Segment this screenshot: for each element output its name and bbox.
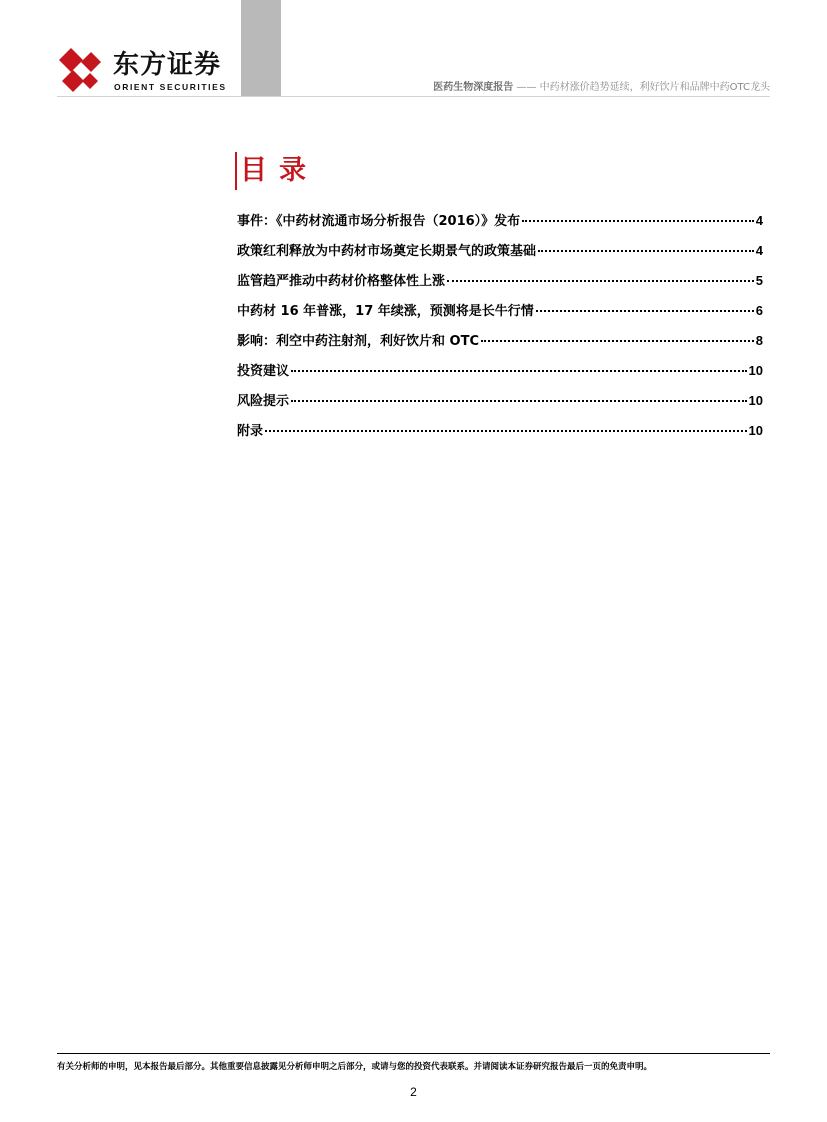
company-name-en: ORIENT SECURITIES — [114, 82, 227, 92]
toc-entry-label[interactable]: 事件：《中药材流通市场分析报告（2016）》发布 — [237, 214, 521, 229]
toc-entry-page[interactable]: 6 — [755, 303, 763, 318]
logo-diamond-icon — [57, 46, 105, 94]
toc-leader-dots — [522, 220, 754, 222]
footer-disclaimer: 有关分析师的申明，见本报告最后部分。其他重要信息披露见分析师申明之后部分，或请与您的投资代表联系。并请阅读本证券研究报告最后一页的免责申明。 — [57, 1062, 653, 1072]
toc-entry-label[interactable]: 影响：利空中药注射剂，利好饮片和 OTC — [237, 334, 479, 349]
toc-entry-label[interactable]: 监管趋严推动中药材价格整体性上涨 — [237, 274, 446, 289]
toc-title-bar — [235, 152, 237, 190]
toc-entry-page[interactable]: 5 — [755, 273, 763, 288]
toc-entry[interactable] — [237, 210, 763, 240]
footer-divider — [57, 1053, 770, 1054]
toc-entry-label[interactable]: 政策红利释放为中药材市场奠定长期景气的政策基础 — [237, 244, 537, 259]
toc-entry-page[interactable]: 8 — [755, 333, 763, 348]
toc-entry-page[interactable]: 4 — [755, 243, 763, 258]
report-type: 医药生物深度报告 — [433, 82, 514, 93]
toc-entry[interactable] — [237, 330, 763, 360]
table-of-contents — [237, 210, 763, 450]
toc-leader-dots — [536, 310, 754, 312]
toc-entry-page[interactable]: 4 — [755, 213, 763, 228]
company-logo — [57, 46, 227, 96]
page-number: 2 — [410, 1085, 417, 1099]
report-title: 中药材涨价趋势延续，利好饮片和品牌中药OTC龙头 — [539, 82, 770, 93]
toc-entry-label[interactable]: 投资建议 — [237, 364, 290, 379]
toc-leader-dots — [447, 280, 754, 282]
header-divider — [57, 96, 770, 97]
toc-entry[interactable] — [237, 420, 763, 450]
toc-entry-page[interactable]: 10 — [748, 393, 763, 408]
toc-leader-dots — [481, 340, 754, 342]
toc-entry[interactable] — [237, 390, 763, 420]
toc-entry[interactable] — [237, 270, 763, 300]
company-name-cn: 东方证券 — [113, 50, 222, 80]
toc-leader-dots — [291, 400, 747, 402]
toc-entry[interactable] — [237, 360, 763, 390]
toc-entry[interactable] — [237, 240, 763, 270]
toc-title: 目录 — [240, 155, 318, 186]
toc-entry-page[interactable]: 10 — [748, 363, 763, 378]
toc-entry-page[interactable]: 10 — [748, 423, 763, 438]
toc-entry[interactable] — [237, 300, 763, 330]
report-header — [433, 82, 770, 94]
toc-entry-label[interactable]: 风险提示 — [237, 394, 290, 409]
toc-leader-dots — [538, 250, 754, 252]
toc-entry-label[interactable]: 中药材 16 年普涨，17 年续涨，预测将是长牛行情 — [237, 304, 534, 319]
toc-entry-label[interactable]: 附录 — [237, 424, 264, 439]
toc-leader-dots — [291, 370, 747, 372]
header-separator: —— — [516, 82, 537, 93]
header-gray-tab — [241, 0, 281, 96]
toc-leader-dots — [265, 430, 747, 432]
